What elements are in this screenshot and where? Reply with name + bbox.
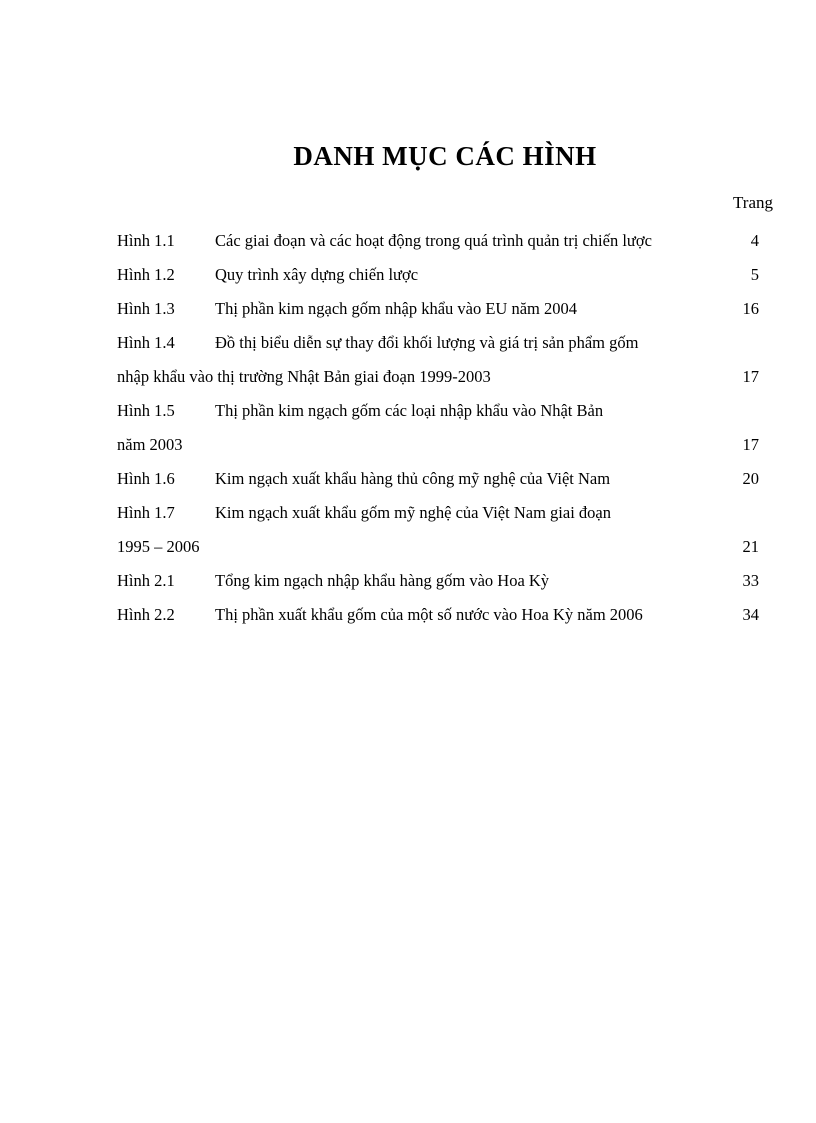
page-number: 21 <box>742 537 759 556</box>
figure-title: Thị phần xuất khẩu gốm của một số nước vào Hoa Kỳ năm 2006 <box>215 605 643 624</box>
page-number: 20 <box>742 469 759 488</box>
figure-title: Kim ngạch xuất khẩu gốm mỹ nghệ của Việt Nam giai đoạn <box>215 503 611 522</box>
page-number: 17 <box>742 367 759 386</box>
figure-title: Thị phần kim ngạch gốm nhập khẩu vào EU năm 2004 <box>215 299 578 318</box>
figure-title: Quy trình xây dựng chiến lược <box>215 265 419 284</box>
figure-title-continuation: năm 2003 <box>117 435 183 454</box>
figure-label: Hình 1.3 <box>117 299 175 318</box>
toc-entry[interactable] <box>117 462 759 496</box>
figure-title-continuation: 1995 – 2006 <box>117 537 200 556</box>
figure-title: Tổng kim ngạch nhập khẩu hàng gốm vào Hoa Kỳ <box>215 571 550 590</box>
toc-entry[interactable] <box>117 598 759 632</box>
toc-entry-continuation[interactable] <box>117 428 759 462</box>
page-number: 34 <box>742 605 759 624</box>
toc-entry-continuation[interactable] <box>117 530 759 564</box>
figure-title: Các giai đoạn và các hoạt động trong quá trình quản trị chiến lược <box>215 231 652 250</box>
figure-label: Hình 1.5 <box>117 401 175 420</box>
figure-title-continuation: nhập khẩu vào thị trường Nhật Bản giai đoạn 1999-2003 <box>117 367 491 386</box>
page-number: 4 <box>750 231 759 250</box>
figure-title: Kim ngạch xuất khẩu hàng thủ công mỹ nghệ của Việt Nam <box>215 469 611 488</box>
toc-entry[interactable] <box>117 292 759 326</box>
page-number: 17 <box>742 435 759 454</box>
figure-label: Hình 1.4 <box>117 333 175 352</box>
figure-title: Đồ thị biểu diễn sự thay đổi khối lượng và giá trị sản phẩm gốm <box>215 333 639 352</box>
page-number: 16 <box>742 299 759 318</box>
figure-label: Hình 2.1 <box>117 571 175 590</box>
toc-entry[interactable] <box>117 258 759 292</box>
figure-title: Thị phần kim ngạch gốm các loại nhập khẩu vào Nhật Bản <box>215 401 604 420</box>
page-number: 5 <box>750 265 759 284</box>
figure-label: Hình 2.2 <box>117 605 175 624</box>
toc-entry[interactable] <box>117 564 759 598</box>
toc-entry[interactable] <box>117 496 759 530</box>
toc-entry[interactable] <box>117 326 759 360</box>
toc-entry-continuation[interactable] <box>117 360 759 394</box>
page-number: 33 <box>742 571 759 590</box>
page-column-header: Trang <box>733 193 773 212</box>
figure-list <box>117 224 759 632</box>
figure-label: Hình 1.6 <box>117 469 175 488</box>
page-title: DANH MỤC CÁC HÌNH <box>293 141 597 171</box>
toc-entry[interactable] <box>117 394 759 428</box>
toc-entry[interactable] <box>117 224 759 258</box>
figure-label: Hình 1.1 <box>117 231 175 250</box>
figure-label: Hình 1.7 <box>117 503 175 522</box>
figure-label: Hình 1.2 <box>117 265 175 284</box>
